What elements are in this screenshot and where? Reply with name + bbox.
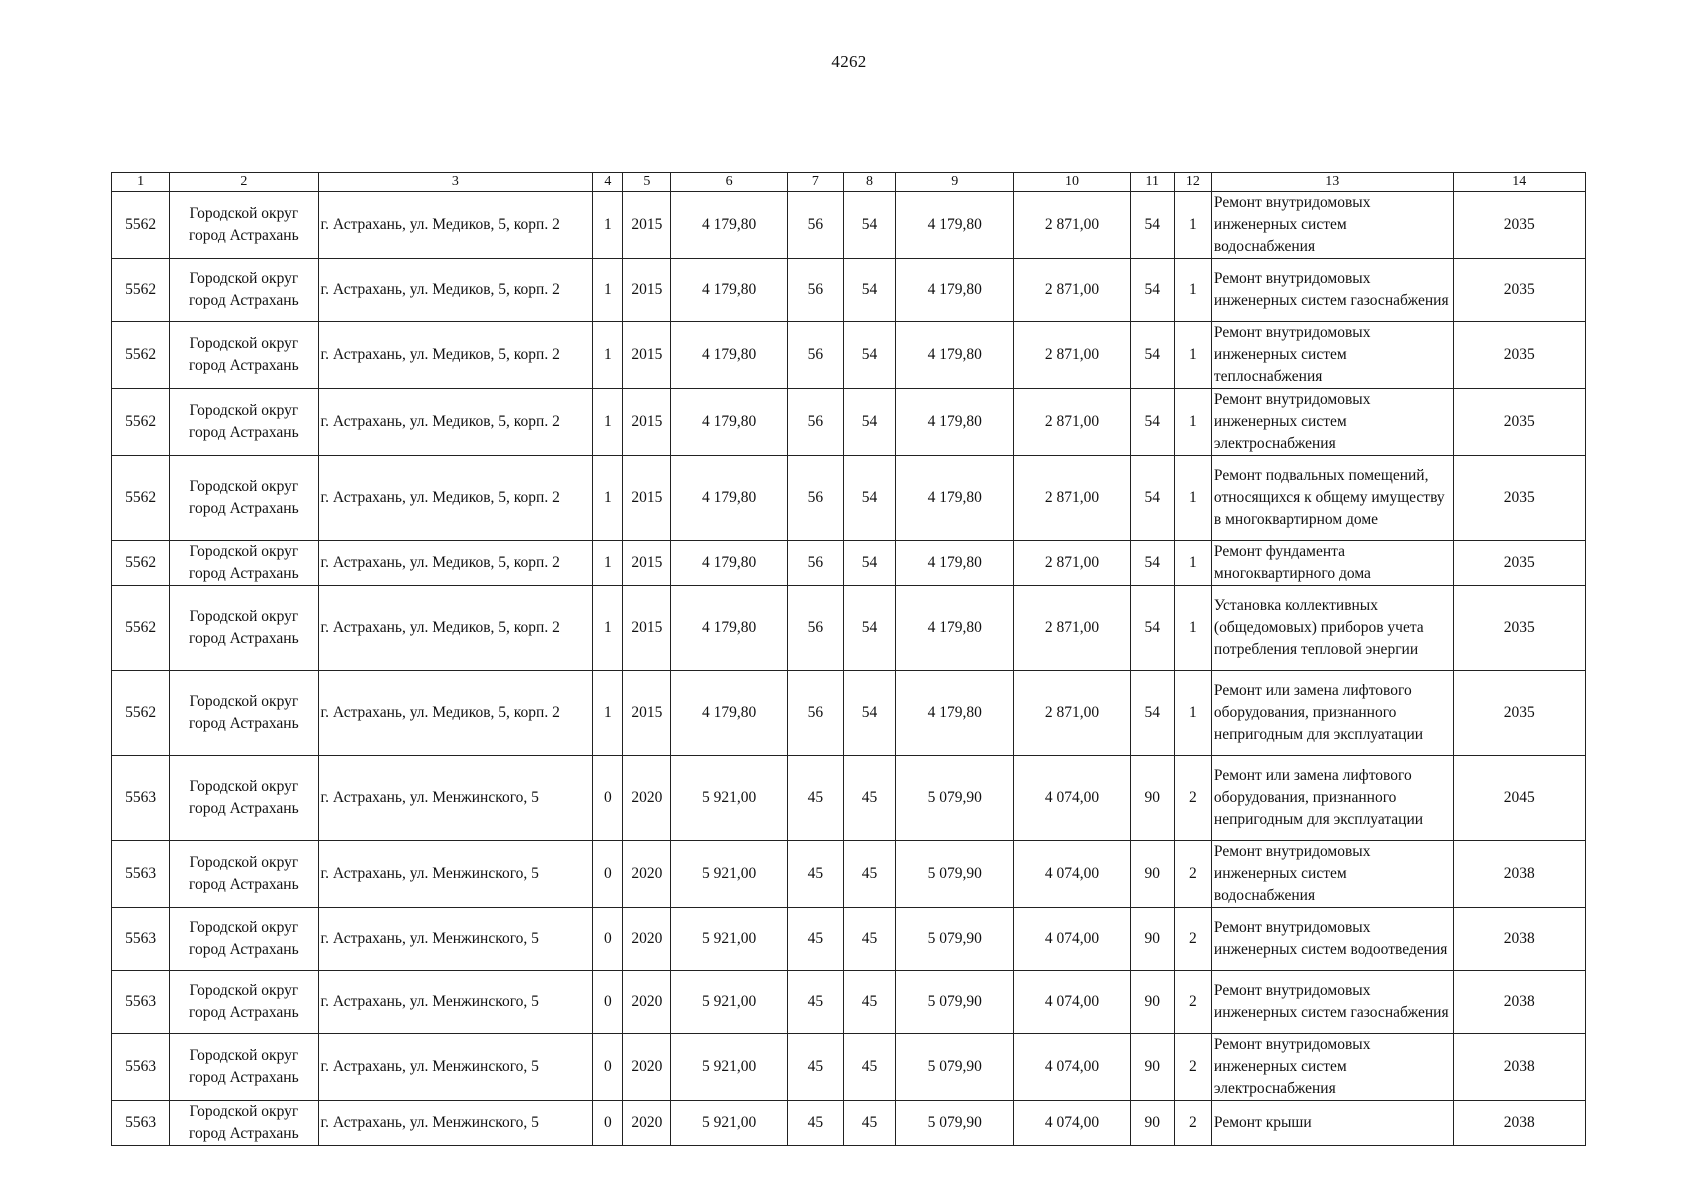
col7-cell: 56: [787, 586, 843, 671]
column-header: 13: [1211, 173, 1453, 192]
col11-cell: 90: [1130, 756, 1174, 841]
planned-year-cell: 2035: [1453, 671, 1585, 756]
work-type-cell: Ремонт внутридомовых инженерных систем водоотведения: [1211, 908, 1453, 971]
column-header: 12: [1174, 173, 1211, 192]
work-type-cell: Ремонт внутридомовых инженерных систем газоснабжения: [1211, 971, 1453, 1034]
column-header: 2: [170, 173, 318, 192]
year-cell: 2015: [623, 586, 671, 671]
address-cell: г. Астрахань, ул. Медиков, 5, корп. 2: [318, 259, 593, 322]
work-type-cell: Ремонт крыши: [1211, 1101, 1453, 1146]
planned-year-cell: 2038: [1453, 1034, 1585, 1101]
col8-cell: 45: [843, 1101, 895, 1146]
municipality-cell: Городской округ город Астрахань: [170, 671, 318, 756]
address-cell: г. Астрахань, ул. Менжинского, 5: [318, 971, 593, 1034]
col8-cell: 54: [843, 259, 895, 322]
record-id-cell: 5562: [112, 259, 170, 322]
municipality-cell: Городской округ город Астрахань: [170, 908, 318, 971]
year-cell: 2020: [623, 971, 671, 1034]
col4-cell: 1: [593, 541, 623, 586]
col8-cell: 45: [843, 841, 895, 908]
living-area-cell: 2 871,00: [1014, 586, 1130, 671]
col4-cell: 1: [593, 586, 623, 671]
area-cell: 5 079,90: [896, 971, 1014, 1034]
living-area-cell: 4 074,00: [1014, 971, 1130, 1034]
address-cell: г. Астрахань, ул. Менжинского, 5: [318, 1101, 593, 1146]
col8-cell: 45: [843, 1034, 895, 1101]
address-cell: г. Астрахань, ул. Медиков, 5, корп. 2: [318, 389, 593, 456]
table-row: [112, 671, 1586, 756]
work-type-cell: Ремонт или замена лифтового оборудования, признанного непригодным для эксплуатации: [1211, 756, 1453, 841]
total-area-cell: 5 921,00: [671, 1101, 787, 1146]
col12-cell: 2: [1174, 971, 1211, 1034]
col4-cell: 0: [593, 1101, 623, 1146]
table-row: [112, 756, 1586, 841]
municipality-cell: Городской округ город Астрахань: [170, 971, 318, 1034]
col12-cell: 2: [1174, 908, 1211, 971]
planned-year-cell: 2035: [1453, 541, 1585, 586]
column-header: 6: [671, 173, 787, 192]
col11-cell: 90: [1130, 1101, 1174, 1146]
col4-cell: 0: [593, 841, 623, 908]
area-cell: 5 079,90: [896, 841, 1014, 908]
col4-cell: 1: [593, 456, 623, 541]
living-area-cell: 4 074,00: [1014, 1034, 1130, 1101]
column-header: 5: [623, 173, 671, 192]
table-row: [112, 1034, 1586, 1101]
address-cell: г. Астрахань, ул. Медиков, 5, корп. 2: [318, 586, 593, 671]
column-header: 14: [1453, 173, 1585, 192]
planned-year-cell: 2035: [1453, 192, 1585, 259]
living-area-cell: 2 871,00: [1014, 389, 1130, 456]
address-cell: г. Астрахань, ул. Медиков, 5, корп. 2: [318, 541, 593, 586]
col8-cell: 45: [843, 971, 895, 1034]
col8-cell: 54: [843, 192, 895, 259]
col8-cell: 54: [843, 456, 895, 541]
year-cell: 2020: [623, 841, 671, 908]
col7-cell: 45: [787, 971, 843, 1034]
total-area-cell: 4 179,80: [671, 322, 787, 389]
col7-cell: 45: [787, 1034, 843, 1101]
year-cell: 2015: [623, 192, 671, 259]
record-id-cell: 5562: [112, 322, 170, 389]
col4-cell: 1: [593, 671, 623, 756]
col4-cell: 0: [593, 756, 623, 841]
record-id-cell: 5562: [112, 541, 170, 586]
municipality-cell: Городской округ город Астрахань: [170, 192, 318, 259]
year-cell: 2020: [623, 1034, 671, 1101]
planned-year-cell: 2045: [1453, 756, 1585, 841]
col11-cell: 90: [1130, 908, 1174, 971]
total-area-cell: 5 921,00: [671, 971, 787, 1034]
col8-cell: 54: [843, 671, 895, 756]
column-header: 11: [1130, 173, 1174, 192]
col7-cell: 56: [787, 389, 843, 456]
area-cell: 5 079,90: [896, 756, 1014, 841]
area-cell: 4 179,80: [896, 671, 1014, 756]
planned-year-cell: 2035: [1453, 389, 1585, 456]
col12-cell: 1: [1174, 586, 1211, 671]
column-header: 3: [318, 173, 593, 192]
municipality-cell: Городской округ город Астрахань: [170, 841, 318, 908]
col4-cell: 1: [593, 322, 623, 389]
total-area-cell: 4 179,80: [671, 192, 787, 259]
year-cell: 2020: [623, 1101, 671, 1146]
municipality-cell: Городской округ город Астрахань: [170, 456, 318, 541]
area-cell: 4 179,80: [896, 389, 1014, 456]
col11-cell: 54: [1130, 389, 1174, 456]
col8-cell: 54: [843, 541, 895, 586]
year-cell: 2020: [623, 756, 671, 841]
planned-year-cell: 2038: [1453, 1101, 1585, 1146]
work-type-cell: Ремонт внутридомовых инженерных систем теплоснабжения: [1211, 322, 1453, 389]
col11-cell: 54: [1130, 192, 1174, 259]
total-area-cell: 4 179,80: [671, 456, 787, 541]
total-area-cell: 4 179,80: [671, 541, 787, 586]
area-cell: 5 079,90: [896, 1034, 1014, 1101]
col7-cell: 56: [787, 671, 843, 756]
total-area-cell: 4 179,80: [671, 259, 787, 322]
table-row: [112, 456, 1586, 541]
work-type-cell: Ремонт внутридомовых инженерных систем водоснабжения: [1211, 192, 1453, 259]
col7-cell: 45: [787, 1101, 843, 1146]
address-cell: г. Астрахань, ул. Менжинского, 5: [318, 908, 593, 971]
col8-cell: 45: [843, 756, 895, 841]
total-area-cell: 4 179,80: [671, 389, 787, 456]
table-body: [112, 192, 1586, 1146]
col4-cell: 0: [593, 1034, 623, 1101]
planned-year-cell: 2035: [1453, 586, 1585, 671]
column-header: 10: [1014, 173, 1130, 192]
col8-cell: 54: [843, 389, 895, 456]
municipality-cell: Городской округ город Астрахань: [170, 389, 318, 456]
col7-cell: 56: [787, 456, 843, 541]
record-id-cell: 5562: [112, 586, 170, 671]
planned-year-cell: 2035: [1453, 259, 1585, 322]
col11-cell: 54: [1130, 456, 1174, 541]
municipality-cell: Городской округ город Астрахань: [170, 1101, 318, 1146]
record-id-cell: 5563: [112, 908, 170, 971]
col7-cell: 56: [787, 259, 843, 322]
col11-cell: 54: [1130, 322, 1174, 389]
table-row: [112, 841, 1586, 908]
repair-schedule-table: [111, 172, 1586, 1146]
table-row: [112, 322, 1586, 389]
col11-cell: 54: [1130, 671, 1174, 756]
col11-cell: 90: [1130, 1034, 1174, 1101]
work-type-cell: Ремонт внутридомовых инженерных систем электроснабжения: [1211, 389, 1453, 456]
col11-cell: 90: [1130, 841, 1174, 908]
planned-year-cell: 2038: [1453, 908, 1585, 971]
col8-cell: 54: [843, 322, 895, 389]
living-area-cell: 2 871,00: [1014, 259, 1130, 322]
year-cell: 2015: [623, 322, 671, 389]
work-type-cell: Ремонт или замена лифтового оборудования, признанного непригодным для эксплуатации: [1211, 671, 1453, 756]
area-cell: 4 179,80: [896, 586, 1014, 671]
col4-cell: 1: [593, 192, 623, 259]
col12-cell: 1: [1174, 671, 1211, 756]
col12-cell: 2: [1174, 756, 1211, 841]
address-cell: г. Астрахань, ул. Менжинского, 5: [318, 841, 593, 908]
column-header: 9: [896, 173, 1014, 192]
col7-cell: 56: [787, 322, 843, 389]
total-area-cell: 5 921,00: [671, 908, 787, 971]
total-area-cell: 4 179,80: [671, 586, 787, 671]
planned-year-cell: 2038: [1453, 971, 1585, 1034]
living-area-cell: 2 871,00: [1014, 541, 1130, 586]
living-area-cell: 2 871,00: [1014, 456, 1130, 541]
page-number: 4262: [831, 52, 867, 71]
record-id-cell: 5562: [112, 456, 170, 541]
col11-cell: 54: [1130, 259, 1174, 322]
column-header: 4: [593, 173, 623, 192]
total-area-cell: 5 921,00: [671, 756, 787, 841]
table-row: [112, 586, 1586, 671]
living-area-cell: 4 074,00: [1014, 908, 1130, 971]
municipality-cell: Городской округ город Астрахань: [170, 586, 318, 671]
living-area-cell: 4 074,00: [1014, 1101, 1130, 1146]
living-area-cell: 2 871,00: [1014, 192, 1130, 259]
work-type-cell: Ремонт внутридомовых инженерных систем электроснабжения: [1211, 1034, 1453, 1101]
municipality-cell: Городской округ город Астрахань: [170, 1034, 318, 1101]
col7-cell: 45: [787, 756, 843, 841]
col7-cell: 45: [787, 841, 843, 908]
living-area-cell: 2 871,00: [1014, 671, 1130, 756]
work-type-cell: Ремонт внутридомовых инженерных систем водоснабжения: [1211, 841, 1453, 908]
year-cell: 2015: [623, 541, 671, 586]
column-header: 1: [112, 173, 170, 192]
column-header: 7: [787, 173, 843, 192]
record-id-cell: 5563: [112, 756, 170, 841]
col11-cell: 90: [1130, 971, 1174, 1034]
col12-cell: 1: [1174, 192, 1211, 259]
col4-cell: 0: [593, 971, 623, 1034]
record-id-cell: 5563: [112, 841, 170, 908]
address-cell: г. Астрахань, ул. Медиков, 5, корп. 2: [318, 456, 593, 541]
record-id-cell: 5563: [112, 971, 170, 1034]
area-cell: 4 179,80: [896, 322, 1014, 389]
work-type-cell: Ремонт подвальных помещений, относящихся к общему имуществу в многоквартирном доме: [1211, 456, 1453, 541]
address-cell: г. Астрахань, ул. Менжинского, 5: [318, 1034, 593, 1101]
area-cell: 5 079,90: [896, 908, 1014, 971]
planned-year-cell: 2038: [1453, 841, 1585, 908]
col12-cell: 1: [1174, 456, 1211, 541]
total-area-cell: 5 921,00: [671, 841, 787, 908]
col7-cell: 56: [787, 192, 843, 259]
record-id-cell: 5562: [112, 671, 170, 756]
col11-cell: 54: [1130, 541, 1174, 586]
address-cell: г. Астрахань, ул. Менжинского, 5: [318, 756, 593, 841]
living-area-cell: 4 074,00: [1014, 841, 1130, 908]
column-header: 8: [843, 173, 895, 192]
col4-cell: 1: [593, 259, 623, 322]
record-id-cell: 5562: [112, 389, 170, 456]
area-cell: 4 179,80: [896, 192, 1014, 259]
municipality-cell: Городской округ город Астрахань: [170, 259, 318, 322]
living-area-cell: 4 074,00: [1014, 756, 1130, 841]
table-row: [112, 908, 1586, 971]
column-number-header-row: [112, 173, 1586, 192]
table-row: [112, 259, 1586, 322]
municipality-cell: Городской округ город Астрахань: [170, 322, 318, 389]
table-row: [112, 389, 1586, 456]
municipality-cell: Городской округ город Астрахань: [170, 541, 318, 586]
living-area-cell: 2 871,00: [1014, 322, 1130, 389]
col12-cell: 2: [1174, 1101, 1211, 1146]
area-cell: 4 179,80: [896, 259, 1014, 322]
col7-cell: 45: [787, 908, 843, 971]
work-type-cell: Ремонт фундамента многоквартирного дома: [1211, 541, 1453, 586]
table-row: [112, 192, 1586, 259]
year-cell: 2015: [623, 259, 671, 322]
col12-cell: 2: [1174, 841, 1211, 908]
planned-year-cell: 2035: [1453, 456, 1585, 541]
work-type-cell: Ремонт внутридомовых инженерных систем газоснабжения: [1211, 259, 1453, 322]
col11-cell: 54: [1130, 586, 1174, 671]
year-cell: 2020: [623, 908, 671, 971]
total-area-cell: 5 921,00: [671, 1034, 787, 1101]
table-row: [112, 971, 1586, 1034]
area-cell: 4 179,80: [896, 541, 1014, 586]
address-cell: г. Астрахань, ул. Медиков, 5, корп. 2: [318, 192, 593, 259]
col4-cell: 1: [593, 389, 623, 456]
col12-cell: 1: [1174, 541, 1211, 586]
planned-year-cell: 2035: [1453, 322, 1585, 389]
work-type-cell: Установка коллективных (общедомовых) приборов учета потребления тепловой энергии: [1211, 586, 1453, 671]
year-cell: 2015: [623, 389, 671, 456]
area-cell: 4 179,80: [896, 456, 1014, 541]
table-row: [112, 1101, 1586, 1146]
col4-cell: 0: [593, 908, 623, 971]
col8-cell: 54: [843, 586, 895, 671]
record-id-cell: 5563: [112, 1034, 170, 1101]
record-id-cell: 5563: [112, 1101, 170, 1146]
col8-cell: 45: [843, 908, 895, 971]
col7-cell: 56: [787, 541, 843, 586]
col12-cell: 2: [1174, 1034, 1211, 1101]
year-cell: 2015: [623, 671, 671, 756]
record-id-cell: 5562: [112, 192, 170, 259]
col12-cell: 1: [1174, 259, 1211, 322]
area-cell: 5 079,90: [896, 1101, 1014, 1146]
col12-cell: 1: [1174, 389, 1211, 456]
table-row: [112, 541, 1586, 586]
year-cell: 2015: [623, 456, 671, 541]
total-area-cell: 4 179,80: [671, 671, 787, 756]
col12-cell: 1: [1174, 322, 1211, 389]
municipality-cell: Городской округ город Астрахань: [170, 756, 318, 841]
address-cell: г. Астрахань, ул. Медиков, 5, корп. 2: [318, 671, 593, 756]
address-cell: г. Астрахань, ул. Медиков, 5, корп. 2: [318, 322, 593, 389]
